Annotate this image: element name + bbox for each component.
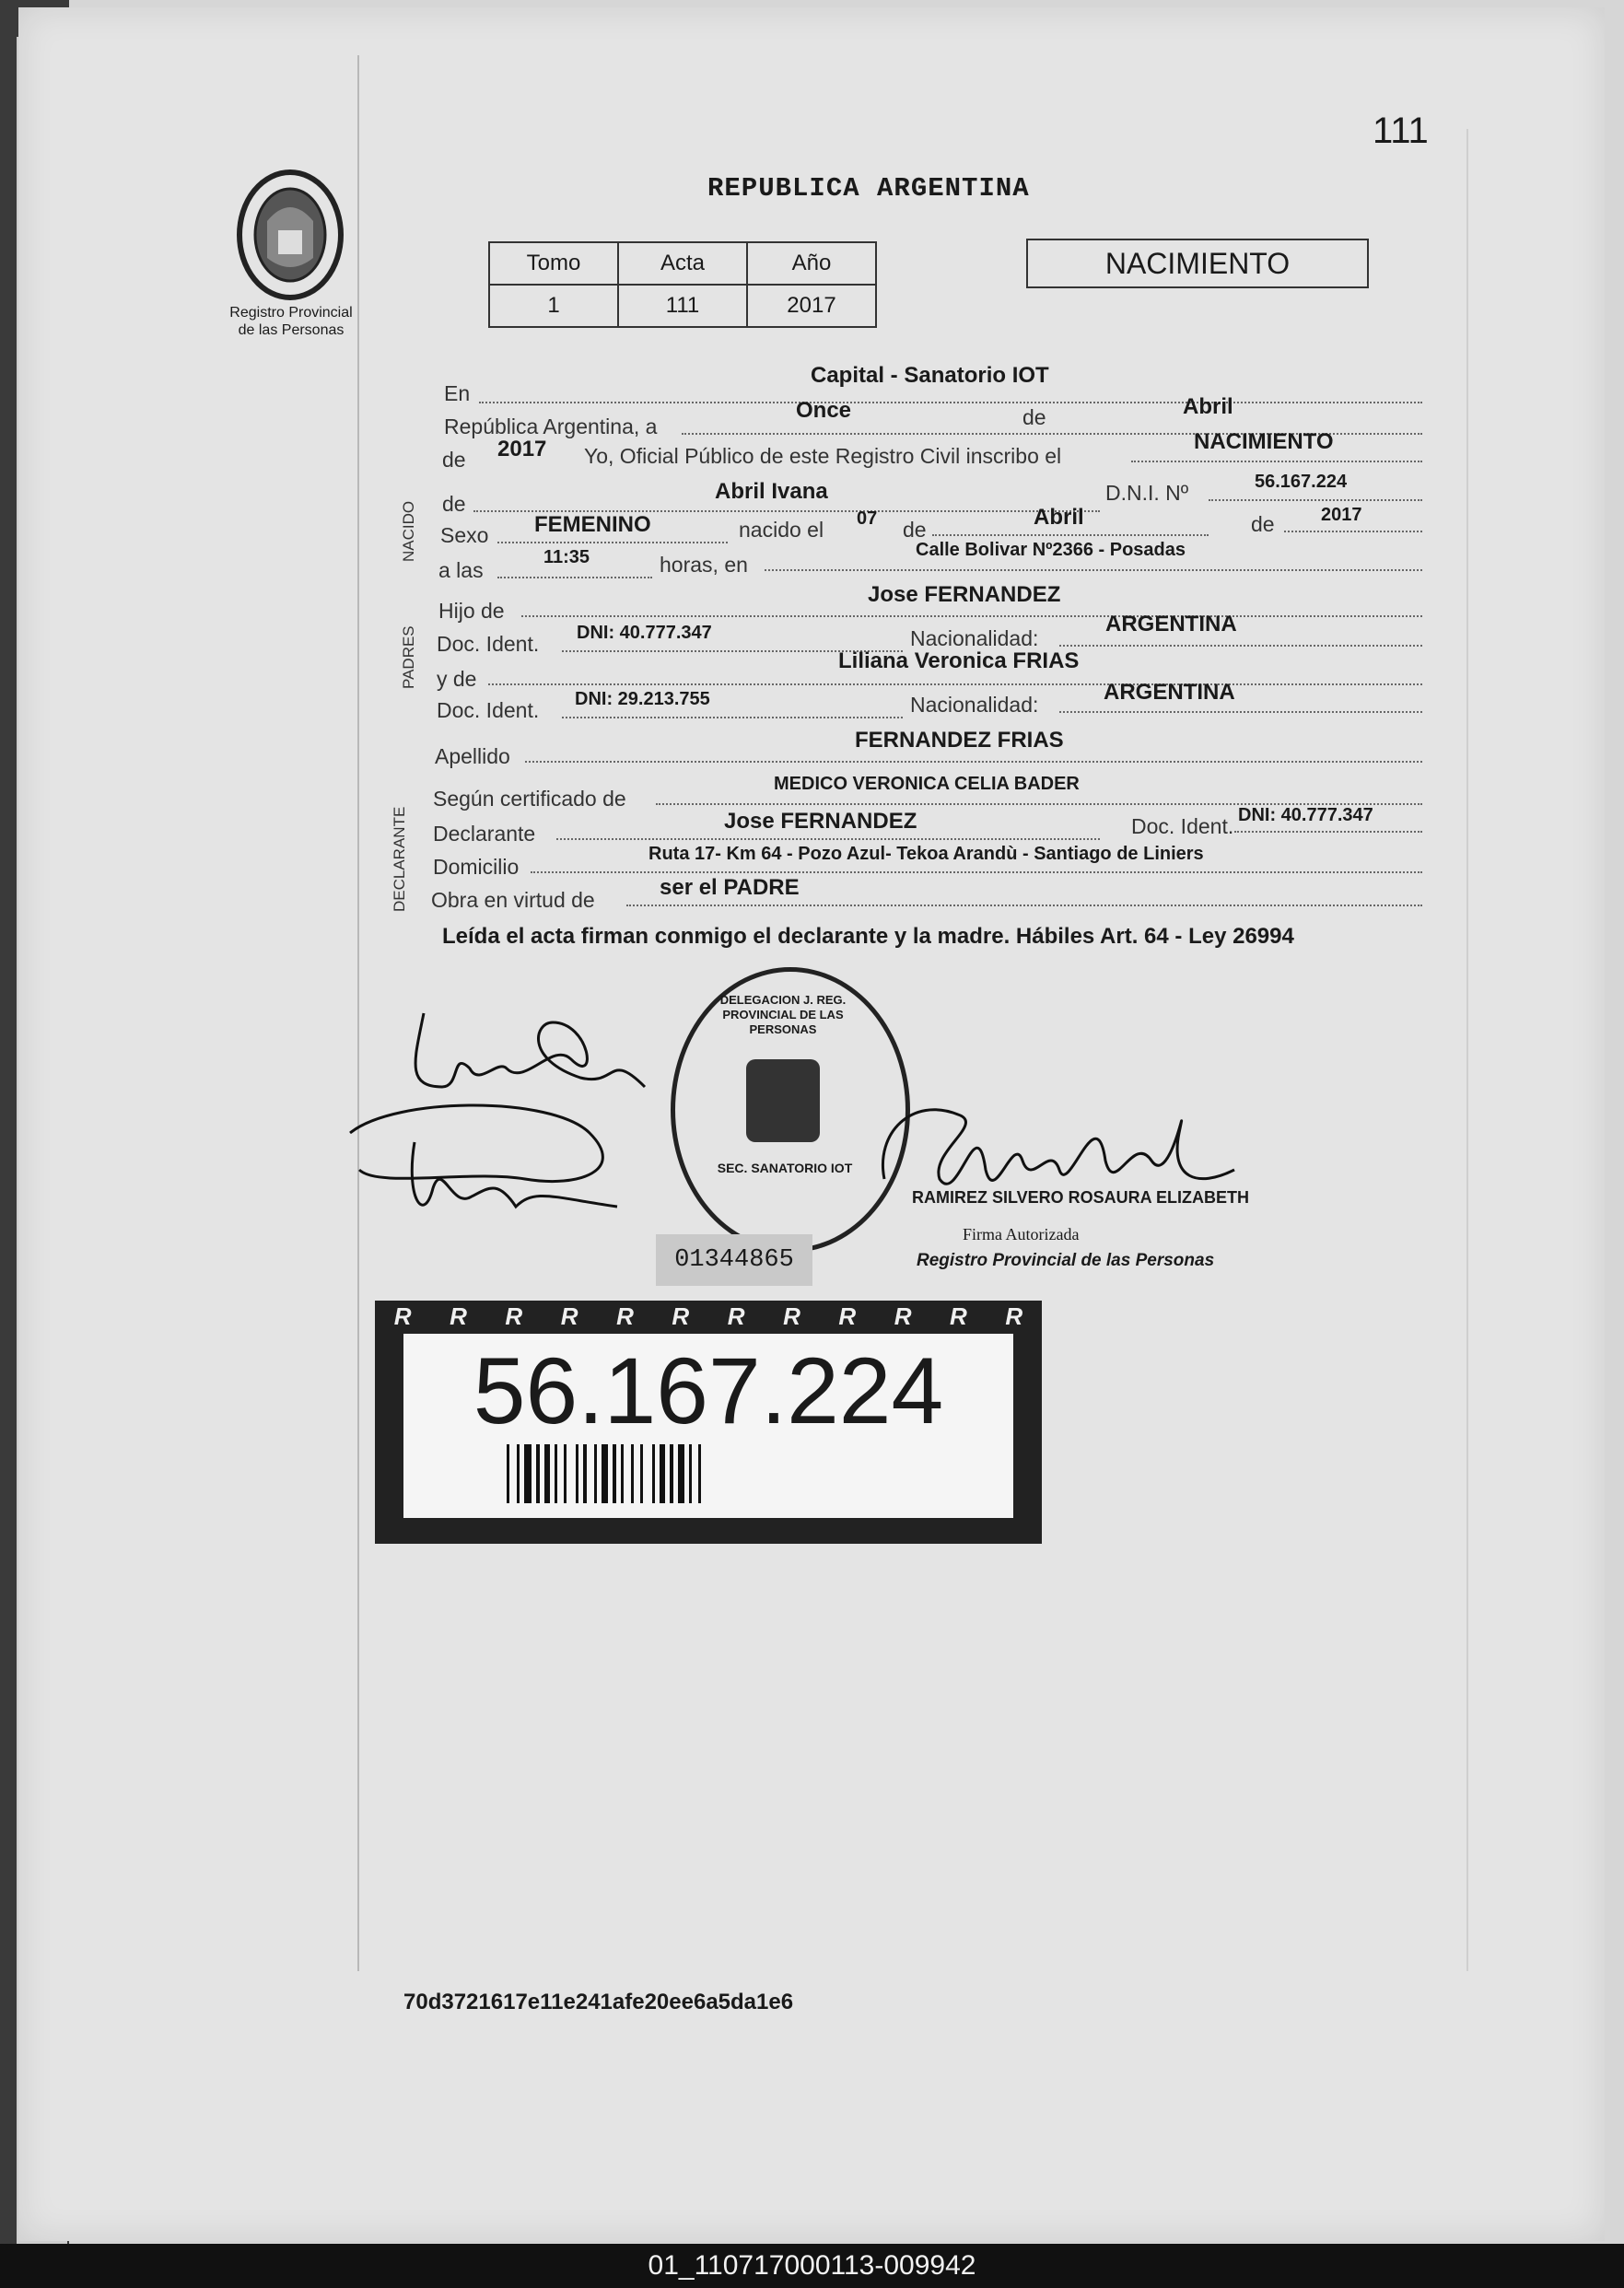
dotted-line	[1131, 461, 1422, 462]
value-dni: 56.167.224	[1255, 472, 1348, 492]
label-nac-madre: Nacionalidad:	[910, 693, 1039, 717]
pattern-letter: R	[783, 1302, 800, 1330]
barcode	[507, 1444, 912, 1503]
pattern-letter: R	[727, 1302, 745, 1330]
label-de-4: de	[903, 518, 927, 542]
label-oficial: Yo, Oficial Público de este Registro Civil inscribo el	[584, 444, 1062, 468]
table-header-anio: Año	[747, 242, 876, 285]
dotted-line	[556, 838, 1100, 840]
dotted-line	[626, 905, 1422, 906]
dotted-line	[525, 761, 1422, 763]
barcode-bar	[640, 1444, 643, 1503]
barcode-bar	[621, 1444, 624, 1503]
value-inscribe: NACIMIENTO	[1194, 429, 1334, 454]
stamp-emblem	[746, 1059, 820, 1142]
table-header-tomo: Tomo	[489, 242, 618, 285]
table-value-anio: 2017	[747, 285, 876, 327]
dotted-line	[1059, 645, 1422, 647]
value-domicilio: Ruta 17- Km 64 - Pozo Azul- Tekoa Arandù - Santiago de Liniers	[648, 844, 1204, 864]
table-value-acta: 111	[618, 285, 747, 327]
pattern-letter: R	[672, 1302, 690, 1330]
pattern-letter: R	[616, 1302, 634, 1330]
value-nac-mes: Abril	[1034, 505, 1084, 530]
dotted-line	[488, 683, 1422, 685]
table-value-tomo: 1	[489, 285, 618, 327]
label-a-las: a las	[438, 558, 484, 582]
pattern-letter: R	[894, 1302, 912, 1330]
label-sexo: Sexo	[440, 523, 489, 547]
value-obra: ser el PADRE	[660, 875, 800, 900]
label-de-5: de	[1251, 512, 1275, 536]
value-declarante: Jose FERNANDEZ	[724, 809, 917, 834]
barcode-bar	[583, 1444, 587, 1503]
barcode-bar	[652, 1444, 655, 1503]
label-horas: horas, en	[660, 553, 748, 577]
dni-number: 56.167.224	[473, 1338, 944, 1443]
page-number: 111	[1373, 111, 1429, 151]
value-nac-dia: 07	[857, 508, 878, 529]
value-certificado: MEDICO VERONICA CELIA BADER	[774, 774, 1080, 794]
stamp-ring-text: DELEGACION J. REG. PROVINCIAL DE LAS PERSONAS	[719, 993, 847, 1036]
value-madre-doc: DNI: 29.213.755	[575, 689, 710, 709]
dotted-line	[497, 577, 652, 578]
label-republica: República Argentina, a	[444, 414, 658, 438]
barcode-bar	[576, 1444, 578, 1503]
dotted-line	[1059, 711, 1422, 713]
document-title: REPUBLICA ARGENTINA	[707, 173, 1030, 204]
label-doc-padre: Doc. Ident.	[437, 632, 540, 656]
label-de-2: de	[442, 448, 466, 472]
dotted-line	[1209, 499, 1422, 501]
value-nac-anio: 2017	[1321, 505, 1362, 525]
value-dia: Once	[796, 398, 852, 423]
barcode-bar	[602, 1444, 608, 1503]
value-en: Capital - Sanatorio IOT	[811, 363, 1049, 388]
right-margin-rule	[1466, 129, 1468, 1971]
value-mes: Abril	[1183, 394, 1233, 419]
footer-id: 01_110717000113-009942	[648, 2250, 976, 2281]
value-declarante-doc: DNI: 40.777.347	[1238, 805, 1373, 825]
barcode-bar	[524, 1444, 532, 1503]
seal-caption	[208, 304, 374, 339]
pattern-letter: R	[560, 1302, 578, 1330]
seal-caption-line-2: de las Personas	[238, 322, 345, 338]
signer-name: RAMIREZ SILVERO ROSAURA ELIZABETH	[912, 1188, 1250, 1207]
barcode-bar	[678, 1444, 684, 1503]
label-certificado: Según certificado de	[433, 787, 626, 811]
label-de: de	[1022, 405, 1046, 429]
barcode-bar	[698, 1444, 701, 1503]
signatures-left	[341, 986, 672, 1262]
table-header-acta: Acta	[618, 242, 747, 285]
value-apellido: FERNANDEZ FRIAS	[855, 728, 1064, 753]
label-en: En	[444, 381, 471, 405]
barcode-bar	[631, 1444, 634, 1503]
dotted-line	[765, 569, 1422, 571]
label-declarante: Declarante	[433, 822, 536, 846]
label-obra: Obra en virtud de	[431, 888, 595, 912]
signer-registry: Registro Provincial de las Personas	[917, 1251, 1215, 1270]
label-doc-madre: Doc. Ident.	[437, 698, 540, 722]
dotted-line	[1284, 531, 1422, 532]
pattern-letter: R	[505, 1302, 523, 1330]
closing-text: Leída el acta firman conmigo el declarante y la madre. Hábiles Art. 64 - Ley 26994	[442, 924, 1294, 949]
value-padre-nac: ARGENTINA	[1105, 612, 1237, 636]
barcode-bar	[544, 1444, 550, 1503]
barcode-bar	[507, 1444, 509, 1503]
label-domicilio: Domicilio	[433, 855, 520, 879]
barcode-bar	[613, 1444, 616, 1503]
dotted-line	[932, 534, 1209, 536]
barcode-bar	[536, 1444, 540, 1503]
serial-number: 01344865	[656, 1234, 812, 1286]
dotted-line	[562, 717, 903, 718]
tomo-acta-anio-table	[488, 241, 877, 328]
label-doc-declarante: Doc. Ident.	[1131, 814, 1234, 838]
value-madre-nac: ARGENTINA	[1104, 680, 1235, 705]
document-hash: 70d3721617e11e241afe20ee6a5da1e6	[403, 1990, 794, 2014]
barcode-bar	[517, 1444, 520, 1503]
side-label-nacido: NACIDO	[400, 500, 417, 562]
footer-id-bar	[0, 2244, 1624, 2288]
record-type-box: NACIMIENTO	[1026, 239, 1369, 288]
pattern-letter: R	[450, 1302, 467, 1330]
value-hora: 11:35	[543, 547, 590, 567]
seal-caption-line-1: Registro Provincial	[229, 305, 353, 321]
pattern-letter: R	[950, 1302, 967, 1330]
barcode-bar	[660, 1444, 665, 1503]
label-hijo: Hijo de	[438, 599, 505, 623]
label-nacido: nacido el	[739, 518, 824, 542]
label-nac-padre: Nacionalidad:	[910, 626, 1039, 650]
barcode-bar	[594, 1444, 597, 1503]
value-madre: Liliana Veronica FRIAS	[838, 648, 1080, 673]
dni-sticker-pattern	[375, 1302, 1042, 1330]
pattern-letter: R	[393, 1302, 412, 1330]
value-padre: Jose FERNANDEZ	[868, 582, 1061, 607]
value-padre-doc: DNI: 40.777.347	[577, 623, 712, 643]
value-sexo: FEMENINO	[534, 512, 651, 537]
side-label-declarante: DECLARANTE	[391, 806, 408, 912]
label-de-3: de	[442, 492, 466, 516]
dotted-line	[479, 402, 1422, 403]
stamp-inner-text: SEC. SANATORIO IOT	[717, 1161, 853, 1175]
barcode-bar	[564, 1444, 567, 1503]
value-nombre: Abril Ivana	[715, 479, 828, 504]
label-y-de: y de	[437, 667, 477, 691]
signer-role: Firma Autorizada	[963, 1225, 1080, 1243]
barcode-bar	[555, 1444, 557, 1503]
value-lugar: Calle Bolivar Nº2366 - Posadas	[916, 540, 1186, 560]
dotted-line	[531, 871, 1422, 873]
barcode-bar	[670, 1444, 673, 1503]
dotted-line	[497, 542, 728, 543]
barcode-bar	[689, 1444, 692, 1503]
side-label-padres: PADRES	[400, 625, 417, 689]
dotted-line	[1234, 831, 1422, 833]
pattern-letter: R	[838, 1302, 857, 1330]
pattern-letter: R	[1005, 1302, 1023, 1330]
label-dni: D.N.I. Nº	[1105, 481, 1189, 505]
value-anio: 2017	[497, 437, 547, 461]
label-apellido: Apellido	[435, 744, 510, 768]
dotted-line	[521, 615, 1422, 617]
